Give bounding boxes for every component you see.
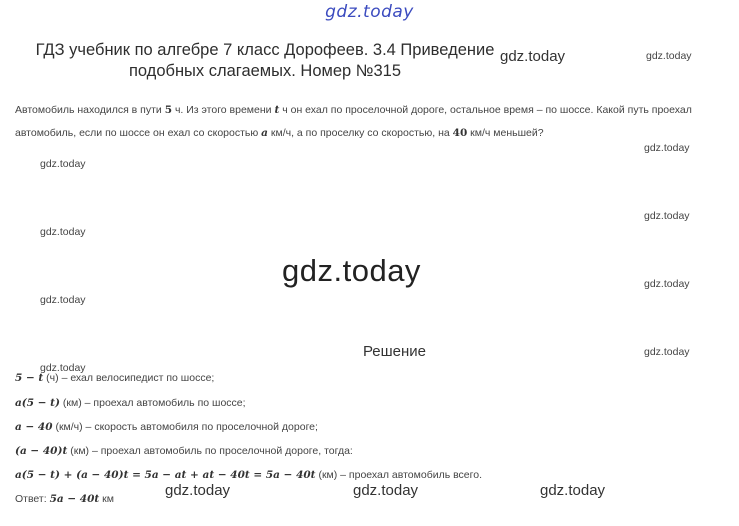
solution-line: a − 40 (км/ч) – скорость автомобиля по проселочной дороге; xyxy=(15,421,318,433)
watermark: gdz.today xyxy=(353,482,419,499)
watermark: gdz.today xyxy=(165,482,231,499)
answer-line: Ответ: 5a − 40t км xyxy=(15,493,114,505)
watermark: gdz.today xyxy=(644,210,690,222)
watermark-large: gdz.today xyxy=(282,253,421,288)
watermark: gdz.today xyxy=(644,278,690,290)
site-logo[interactable]: gdz.today xyxy=(325,2,414,22)
solution-line: a(5 − t) (км) – проехал автомобиль по шоссе; xyxy=(15,397,246,409)
solution-line: a(5 − t) + (a − 40)t = 5a − at + at − 40t = 5a − 40t (км) – проехал автомобиль всего. xyxy=(15,469,482,481)
watermark: gdz.today xyxy=(40,158,86,170)
watermark: gdz.today xyxy=(40,362,86,374)
watermark: gdz.today xyxy=(40,294,86,306)
solution-heading: Решение xyxy=(362,343,427,360)
watermark: gdz.today xyxy=(500,48,566,65)
solution-line: 5 − t (ч) – ехал велосипедист по шоссе; xyxy=(15,372,215,384)
watermark: gdz.today xyxy=(540,482,606,499)
watermark: gdz.today xyxy=(40,226,86,238)
solution-line: (a − 40)t (км) – проехал автомобиль по проселочной дороге, тогда: xyxy=(15,445,353,457)
task-statement: Автомобиль находился в пути 5 ч. Из этого времени t ч он ехал по проселочной дороге, остальное время – по шоссе. Какой путь проехал автомобиль, если по шоссе он ехал со скоростью a км/ч, а по проселку со скоростью, на 40 км/ч меньшей? xyxy=(15,104,692,139)
page-title: ГДЗ учебник по алгебре 7 класс Дорофеев. 3.4 Приведение подобных слагаемых. Номер №315 xyxy=(35,41,495,80)
watermark: gdz.today xyxy=(644,346,690,358)
watermark: gdz.today xyxy=(646,50,692,62)
watermark: gdz.today xyxy=(644,142,690,154)
